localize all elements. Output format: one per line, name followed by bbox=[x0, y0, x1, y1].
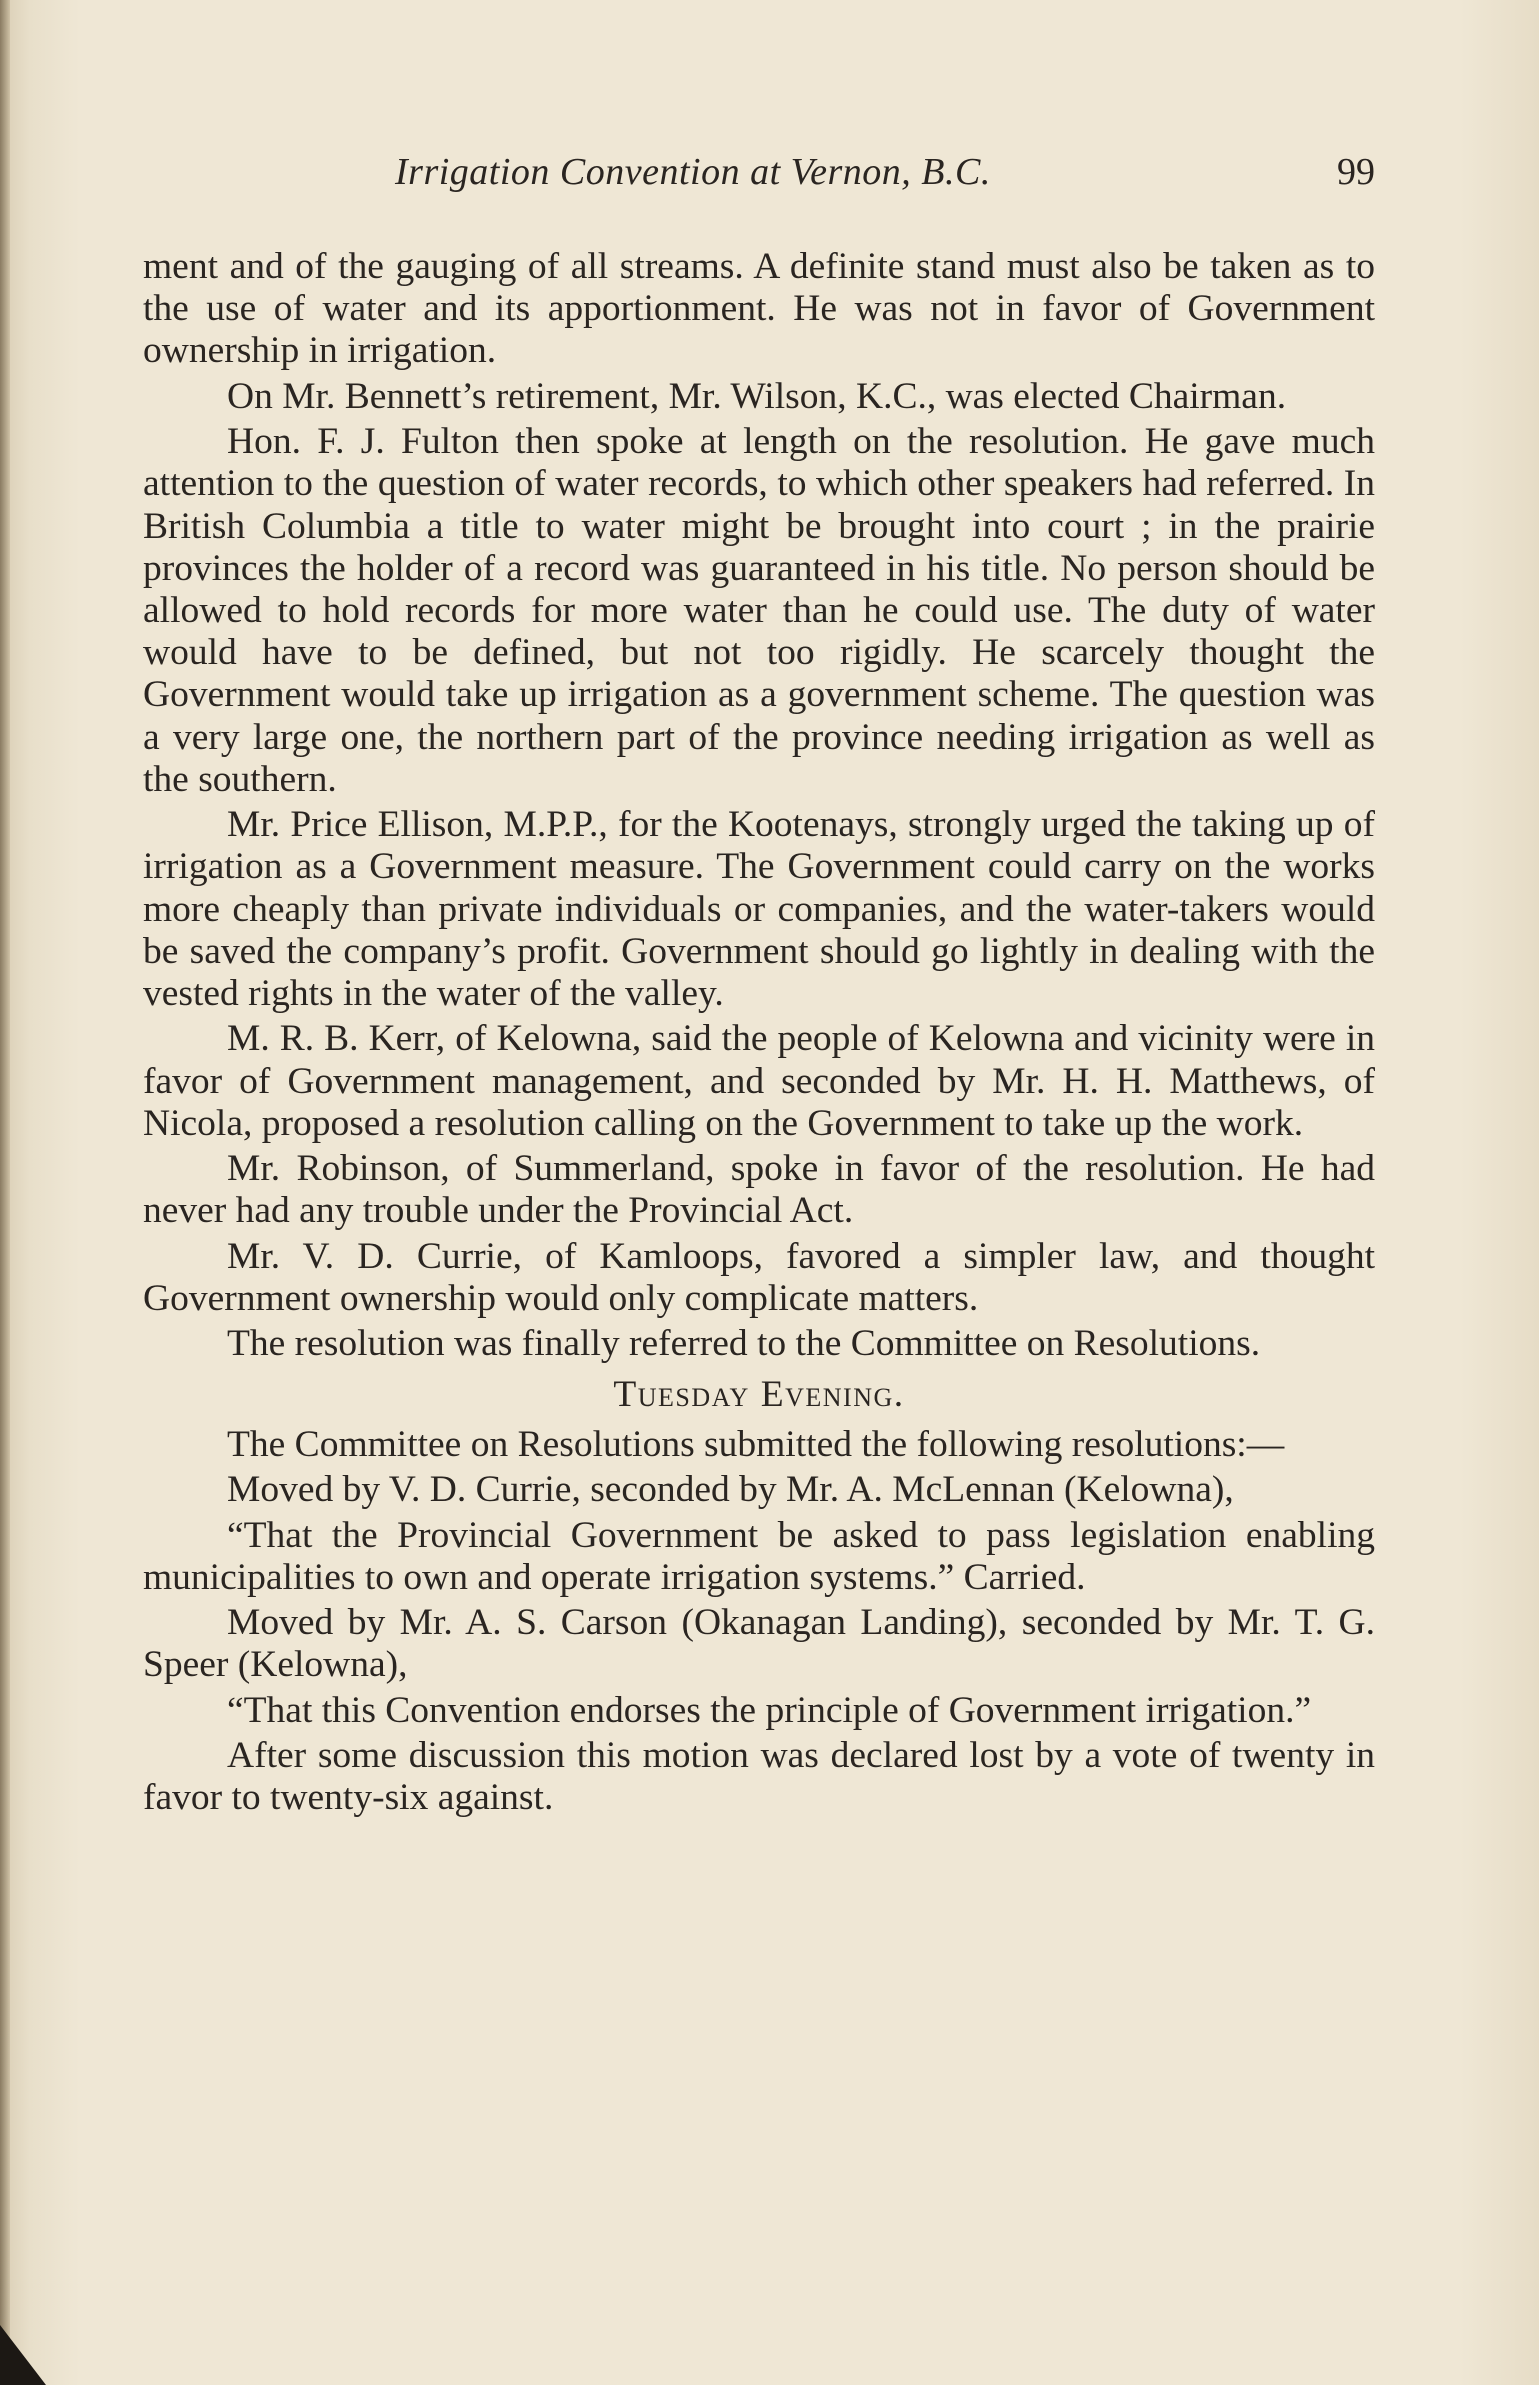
resolution-quote: “That this Convention endorses the principle of Government irrigation.” bbox=[227, 1689, 1312, 1731]
resolution-quote: “That the Provincial Government be asked to pass legislation enabling municipalities to own and operate irrigation systems.” Carried. bbox=[143, 1514, 1375, 1598]
paragraph: ment and of the gauging of all streams. A definite stand must also be taken as to the use of water and its apportionment. He was not in favor of Government ownership in irrigation. bbox=[143, 246, 1375, 372]
paragraph: Hon. F. J. Fulton then spoke at length on the resolution. He gave much attention to the question of water records, to which other speakers had referred. In British Columbia a title to water might be brought into court ; in the prairie provinces the holder of a record was guaranteed in his title. No person should be allowed to hold records for more water than he could use. The duty of water would have to be defined, but not too rigidly. He scarcely thought the Government would take up irrigation as a government scheme. The question was a very large one, the northern part of the province needing irrigation as well as the southern. bbox=[143, 421, 1375, 800]
paragraph: The Committee on Resolutions submitted the following resolutions:— bbox=[227, 1423, 1285, 1465]
page-header bbox=[140, 150, 1375, 210]
paragraph: After some discussion this motion was declared lost by a vote of twenty in favor to twenty-six against. bbox=[143, 1735, 1375, 1819]
page-corner-shadow bbox=[0, 2325, 46, 2385]
paragraph: On Mr. Bennett’s retirement, Mr. Wilson, K.C., was elected Chairman. bbox=[227, 375, 1287, 417]
paragraph: M. R. B. Kerr, of Kelowna, said the people of Kelowna and vicinity were in favor of Government management, and seconded by Mr. H. H. Matthews, of Nicola, proposed a resolution calling on the Government to take up the work. bbox=[143, 1018, 1375, 1144]
page-number: 99 bbox=[1337, 151, 1375, 193]
page-body bbox=[143, 246, 1375, 1823]
paragraph: The resolution was finally referred to the Committee on Resolutions. bbox=[227, 1323, 1261, 1365]
paragraph: Mr. Robinson, of Summerland, spoke in favor of the resolution. He had never had any trouble under the Provincial Act. bbox=[143, 1148, 1375, 1232]
paragraph: Moved by Mr. A. S. Carson (Okanagan Landing), seconded by Mr. T. G. Speer (Kelowna), bbox=[143, 1602, 1375, 1686]
page-spine-shadow bbox=[0, 0, 10, 2385]
paragraph: Moved by V. D. Currie, seconded by Mr. A. McLennan (Kelowna), bbox=[227, 1469, 1234, 1511]
paragraph: Mr. V. D. Currie, of Kamloops, favored a simpler law, and thought Government ownership would only complicate matters. bbox=[143, 1235, 1375, 1319]
paragraph: Mr. Price Ellison, M.P.P., for the Kootenays, strongly urged the taking up of irrigation as a Government measure. The Government could carry on the works more cheaply than private individuals or companies, and the water-takers would be saved the company’s profit. Government should go lightly in dealing with the vested rights in the water of the valley. bbox=[143, 804, 1375, 1015]
section-heading: Tuesday Evening. bbox=[613, 1373, 905, 1415]
running-title: Irrigation Convention at Vernon, B.C. bbox=[395, 151, 991, 193]
